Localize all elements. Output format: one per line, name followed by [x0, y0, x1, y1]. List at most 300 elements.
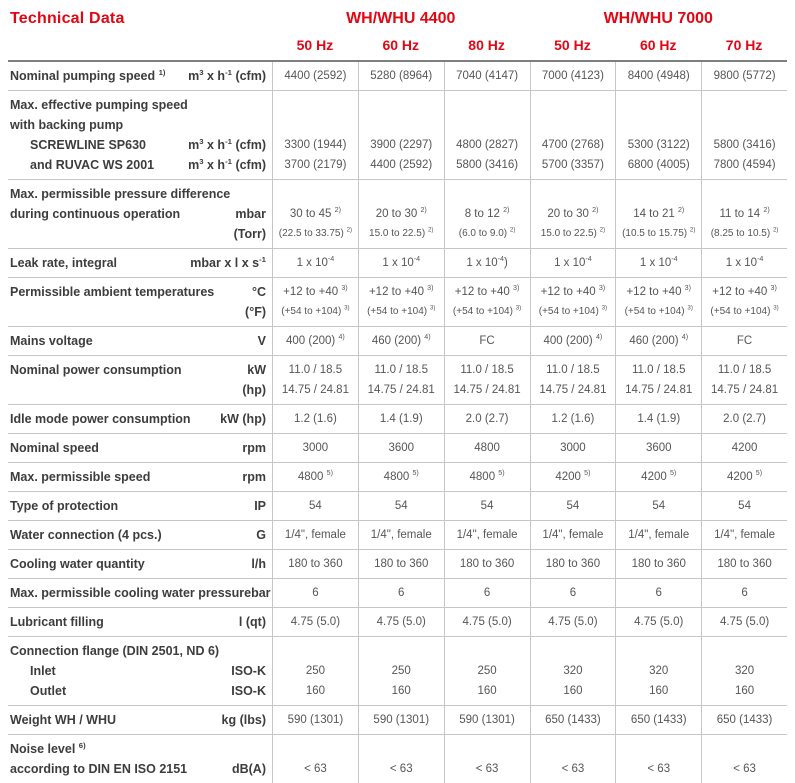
- value-line: 11.0 / 18.5: [374, 364, 428, 376]
- row-label: according to DIN EN ISO 2151: [10, 762, 188, 776]
- row-label: Max. permissible pressure difference: [10, 187, 231, 201]
- row-unit: l/h: [251, 557, 266, 571]
- value-line: 4.75 (5.0): [548, 616, 598, 628]
- value-line: 460 (200) $^{4)}$: [371, 333, 431, 347]
- value-line: 5300 (3122): [627, 139, 690, 151]
- table-row: [8, 433, 787, 462]
- value-line: 160: [305, 685, 325, 697]
- value-line: 15.0 to 22.5) $^{2)}$: [540, 226, 606, 239]
- value-line: 3000: [560, 442, 586, 454]
- row-label-cell: [8, 521, 272, 549]
- row-label-line: [8, 95, 272, 115]
- value-cell: [444, 356, 530, 404]
- value-line: 54: [652, 500, 666, 512]
- value-line: 4.75 (5.0): [376, 616, 426, 628]
- value-line: 460 (200) $^{4)}$: [629, 333, 689, 347]
- value-line: 3900 (2297): [370, 139, 433, 151]
- value-line: 6: [569, 587, 577, 599]
- value-cell: [701, 249, 787, 277]
- value-cell: [615, 492, 701, 520]
- value-line: 650 (1433): [545, 714, 601, 726]
- value-line: +12 to +40 $^{3)}$: [712, 284, 777, 298]
- value-line: 180 to 360: [288, 558, 343, 570]
- row-label-line: [8, 525, 272, 545]
- value-line: 54: [738, 500, 751, 512]
- value-line: 1/4", female: [542, 529, 604, 541]
- value-cell: [530, 521, 616, 549]
- value-line: 250: [391, 665, 411, 677]
- value-line: (10.5 to 15.75) $^{2)}$: [622, 226, 696, 239]
- value-line: 14.75 / 24.81: [367, 384, 435, 396]
- value-cell: [701, 706, 787, 734]
- value-cell: [444, 91, 530, 179]
- table-row: [8, 326, 787, 355]
- row-label-cell: [8, 706, 272, 734]
- frequency-header-row: [8, 37, 787, 62]
- value-cell: [272, 434, 358, 462]
- value-cell: [615, 180, 701, 248]
- value-cell: [444, 327, 530, 355]
- row-label-cell: [8, 637, 272, 705]
- row-unit: (Torr): [233, 227, 266, 241]
- value-cell: [358, 463, 444, 491]
- value-cell: [358, 579, 444, 607]
- row-label-cell: [8, 405, 272, 433]
- frequency-header-4400-50hz: 50 Hz: [296, 37, 334, 53]
- table-row: [8, 636, 787, 705]
- row-unit: kW (hp): [220, 412, 266, 426]
- value-line: 4400 (2592): [370, 159, 433, 171]
- value-cell: [444, 249, 530, 277]
- row-label: Cooling water quantity: [10, 557, 145, 571]
- value-line: +12 to +40 $^{3)}$: [540, 284, 606, 298]
- row-label-line: [8, 438, 272, 458]
- row-label: [8, 302, 13, 322]
- value-cell: [272, 735, 358, 783]
- row-label: Noise level $^{6)}$: [10, 740, 86, 756]
- value-line: 160: [391, 685, 411, 697]
- value-cell: [530, 492, 616, 520]
- value-cell: [272, 405, 358, 433]
- value-cell: [358, 327, 444, 355]
- value-line: 590 (1301): [287, 714, 344, 726]
- value-cell: [444, 492, 530, 520]
- row-unit: $m^3$ x $h^{-1}$ (cfm): [188, 67, 266, 83]
- value-line: +12 to +40 $^{3)}$: [454, 284, 520, 298]
- value-line: 1/4", female: [714, 529, 776, 541]
- column-group-wh-whu-7000: WH/WHU 7000: [603, 10, 713, 27]
- value-line: 6: [312, 587, 319, 599]
- frequency-header-7000-60hz: 60 Hz: [639, 37, 677, 53]
- row-unit: kg (lbs): [221, 713, 266, 727]
- row-unit: mbar: [235, 207, 266, 221]
- value-line: 11.0 / 18.5: [460, 364, 514, 376]
- value-cell: [615, 278, 701, 326]
- row-label-line: [8, 739, 272, 759]
- row-label-line: [8, 115, 272, 135]
- value-line: (22.5 to 33.75) $^{2)}$: [278, 226, 353, 239]
- row-unit: mbar x l x $s^{-1}$: [190, 254, 266, 270]
- row-label: Idle mode power consumption: [10, 412, 191, 426]
- row-label-line: [8, 331, 272, 351]
- value-line: < 63: [647, 763, 671, 775]
- value-cell: [358, 637, 444, 705]
- value-cell: [615, 434, 701, 462]
- row-label-cell: [8, 356, 272, 404]
- row-label-line: [8, 184, 272, 204]
- value-cell: [358, 550, 444, 578]
- value-cell: [444, 180, 530, 248]
- value-line: (+54 to +104) $^{3)}$: [367, 304, 436, 317]
- value-line: 14.75 / 24.81: [453, 384, 521, 396]
- value-cell: [615, 579, 701, 607]
- value-cell: [272, 579, 358, 607]
- value-line: < 63: [733, 763, 756, 775]
- value-cell: [272, 249, 358, 277]
- row-label: Weight WH / WHU: [10, 713, 116, 727]
- value-line: 320: [734, 665, 755, 677]
- value-line: 180 to 360: [374, 558, 429, 570]
- column-group-wh-whu-4400: WH/WHU 4400: [346, 10, 456, 27]
- value-line: 1.4 (1.9): [379, 413, 423, 425]
- value-cell: [615, 521, 701, 549]
- value-line: (8.25 to 10.5) $^{2)}$: [710, 226, 779, 239]
- value-cell: [701, 550, 787, 578]
- frequency-header-4400-60hz: 60 Hz: [382, 37, 420, 53]
- row-label-cell: [8, 180, 272, 248]
- row-label-line: [8, 496, 272, 516]
- value-cell: [272, 62, 358, 90]
- value-line: 650 (1433): [630, 714, 687, 726]
- row-unit: V: [257, 334, 266, 348]
- value-line: < 63: [475, 763, 499, 775]
- value-line: 8400 (4948): [627, 70, 690, 82]
- value-line: 400 (200) $^{4)}$: [286, 333, 345, 347]
- table-row: [8, 179, 787, 248]
- row-unit: $m^3$ x $h^{-1}$ (cfm): [188, 136, 266, 152]
- table-row: [8, 462, 787, 491]
- value-line: 11.0 / 18.5: [717, 364, 772, 376]
- value-cell: [272, 356, 358, 404]
- value-cell: [358, 91, 444, 179]
- frequency-header-7000-50hz: 50 Hz: [554, 37, 591, 53]
- value-line: 9800 (5772): [713, 70, 776, 82]
- row-label-cell: [8, 327, 272, 355]
- value-line: 4800 (2827): [456, 139, 519, 151]
- value-cell: [530, 356, 616, 404]
- row-label: Nominal power consumption: [10, 363, 182, 377]
- value-line: 250: [305, 665, 325, 677]
- value-cell: [701, 434, 787, 462]
- value-line: 11 to 14 $^{2)}$: [719, 206, 770, 220]
- value-line: 6: [483, 587, 491, 599]
- value-line: 2.0 (2.7): [723, 413, 766, 425]
- value-cell: [530, 579, 616, 607]
- row-label-line: [8, 135, 272, 155]
- row-label-cell: [8, 579, 272, 607]
- row-unit: rpm: [242, 441, 266, 455]
- row-unit: (hp): [242, 383, 266, 397]
- value-line: 160: [734, 685, 755, 697]
- value-line: 1 x $10^{-4}$: [382, 255, 421, 269]
- row-label-line: [8, 759, 272, 779]
- value-cell: [444, 405, 530, 433]
- value-cell: [444, 463, 530, 491]
- row-label-cell: [8, 550, 272, 578]
- value-cell: [615, 608, 701, 636]
- value-line: 11.0 / 18.5: [546, 364, 600, 376]
- value-cell: [444, 434, 530, 462]
- value-cell: [272, 608, 358, 636]
- value-cell: [358, 278, 444, 326]
- value-line: 5700 (3357): [541, 159, 604, 171]
- value-line: 3600: [645, 442, 672, 454]
- value-line: 1/4", female: [284, 529, 346, 541]
- value-cell: [701, 579, 787, 607]
- value-cell: [615, 62, 701, 90]
- row-label-cell: [8, 735, 272, 783]
- value-cell: [358, 434, 444, 462]
- value-line: 590 (1301): [373, 714, 430, 726]
- value-cell: [701, 637, 787, 705]
- value-cell: [530, 463, 616, 491]
- value-cell: [358, 356, 444, 404]
- value-cell: [530, 91, 616, 179]
- row-label-line: [8, 66, 272, 86]
- value-cell: [444, 278, 530, 326]
- value-cell: [444, 706, 530, 734]
- value-line: 3700 (2179): [284, 159, 347, 171]
- value-cell: [444, 521, 530, 549]
- value-line: 11.0 / 18.5: [288, 364, 343, 376]
- row-label: SCREWLINE SP630: [30, 138, 147, 152]
- value-line: 4800 $^{5)}$: [383, 469, 419, 483]
- value-line: 250: [477, 665, 497, 677]
- row-label-line: [8, 554, 272, 574]
- row-label: and RUVAC WS 2001: [30, 158, 155, 172]
- value-cell: [358, 608, 444, 636]
- value-cell: [272, 521, 358, 549]
- value-line: 20 to 30 $^{2)}$: [375, 206, 427, 220]
- value-line: (+54 to +104) $^{3)}$: [710, 304, 779, 317]
- row-label: Leak rate, integral: [10, 256, 117, 270]
- value-line: 4200 $^{5)}$: [727, 469, 763, 483]
- value-line: 6: [741, 587, 748, 599]
- table-row: [8, 62, 787, 90]
- value-line: 4800 $^{5)}$: [469, 469, 505, 483]
- row-unit: $m^3$ x $h^{-1}$ (cfm): [188, 156, 266, 172]
- value-cell: [615, 249, 701, 277]
- value-cell: [272, 492, 358, 520]
- value-line: 4.75 (5.0): [290, 616, 341, 628]
- value-line: 400 (200) $^{4)}$: [543, 333, 603, 347]
- value-line: 180 to 360: [631, 558, 686, 570]
- value-line: 320: [563, 665, 583, 677]
- row-label-line: [8, 282, 272, 302]
- value-line: 4200 $^{5)}$: [641, 469, 677, 483]
- value-cell: [530, 608, 616, 636]
- row-label-line: [8, 155, 272, 175]
- table-row: [8, 90, 787, 179]
- value-line: 180 to 360: [545, 558, 601, 570]
- row-unit: bar: [251, 586, 271, 600]
- row-unit: °C: [251, 285, 266, 299]
- value-line: 1 x $10^{-4}$: [725, 255, 764, 269]
- value-line: 1/4", female: [628, 529, 690, 541]
- value-cell: [615, 91, 701, 179]
- value-line: 7800 (4594): [713, 159, 776, 171]
- value-cell: [615, 327, 701, 355]
- value-line: 4200 $^{5)}$: [555, 469, 591, 483]
- value-cell: [530, 327, 616, 355]
- frequency-header-4400-80hz: 80 Hz: [468, 37, 505, 53]
- row-label: Water connection (4 pcs.): [10, 528, 162, 542]
- row-label: [8, 380, 13, 400]
- value-line: (+54 to +104) $^{3)}$: [281, 304, 350, 317]
- value-line: 4800 $^{5)}$: [297, 469, 333, 483]
- row-label-line: [8, 360, 272, 380]
- value-cell: [530, 405, 616, 433]
- row-unit: kW: [247, 363, 266, 377]
- value-line: 4200: [731, 442, 758, 454]
- value-line: 7040 (4147): [456, 70, 519, 82]
- value-line: 6800 (4005): [627, 159, 690, 171]
- value-line: 2.0 (2.7): [465, 413, 509, 425]
- row-label-line: [8, 467, 272, 487]
- value-cell: [272, 706, 358, 734]
- table-row: [8, 607, 787, 636]
- value-line: 4800: [474, 442, 500, 454]
- row-label-line: [8, 641, 272, 661]
- value-cell: [530, 735, 616, 783]
- value-cell: [272, 550, 358, 578]
- value-cell: [358, 405, 444, 433]
- value-line: 1.2 (1.6): [294, 413, 337, 425]
- value-line: +12 to +40 $^{3)}$: [283, 284, 348, 298]
- table-row: [8, 491, 787, 520]
- row-label-line: [8, 253, 272, 273]
- value-line: 14.75 / 24.81: [281, 384, 349, 396]
- value-line: 20 to 30 $^{2)}$: [547, 206, 599, 220]
- value-line: 1.4 (1.9): [637, 413, 681, 425]
- value-cell: [272, 463, 358, 491]
- row-unit: (°F): [245, 305, 266, 319]
- value-line: (6.0 to 9.0) $^{2)}$: [458, 226, 516, 239]
- value-line: 4400 (2592): [284, 70, 347, 82]
- row-label-line: [8, 681, 272, 701]
- value-cell: [615, 735, 701, 783]
- row-label-line: [8, 302, 272, 322]
- table-row: [8, 705, 787, 734]
- row-label: Lubricant filling: [10, 615, 104, 629]
- value-cell: [358, 180, 444, 248]
- value-line: 180 to 360: [459, 558, 515, 570]
- value-line: 4.75 (5.0): [719, 616, 770, 628]
- value-line: 1/4", female: [456, 529, 518, 541]
- value-line: 3300 (1944): [284, 139, 347, 151]
- table-row: [8, 520, 787, 549]
- value-cell: [530, 637, 616, 705]
- value-cell: [701, 356, 787, 404]
- row-label-cell: [8, 249, 272, 277]
- row-label-cell: [8, 608, 272, 636]
- value-line: 4.75 (5.0): [634, 616, 684, 628]
- value-cell: [358, 706, 444, 734]
- row-label-line: [8, 583, 272, 603]
- value-cell: [701, 405, 787, 433]
- table-header: [8, 10, 787, 28]
- value-cell: [530, 550, 616, 578]
- value-cell: [530, 706, 616, 734]
- row-label: Max. effective pumping speed: [10, 98, 188, 112]
- table-row: [8, 355, 787, 404]
- row-label: [8, 224, 13, 244]
- value-line: 54: [480, 500, 494, 512]
- value-line: 320: [649, 665, 669, 677]
- row-label-cell: [8, 278, 272, 326]
- row-label-cell: [8, 91, 272, 179]
- row-label: Permissible ambient temperatures: [10, 285, 215, 299]
- table-row: [8, 578, 787, 607]
- value-line: 6: [398, 587, 405, 599]
- row-label-line: [8, 380, 272, 400]
- value-line: 180 to 360: [717, 558, 772, 570]
- technical-data-table: [8, 62, 787, 783]
- row-label: Outlet: [30, 684, 67, 698]
- row-label-cell: [8, 492, 272, 520]
- row-unit: ISO-K: [231, 664, 266, 678]
- value-line: 1.2 (1.6): [551, 413, 595, 425]
- row-label-line: [8, 204, 272, 224]
- table-row: [8, 277, 787, 326]
- row-label-cell: [8, 62, 272, 90]
- row-label-line: [8, 612, 272, 632]
- frequency-header-7000-70hz: 70 Hz: [725, 37, 763, 53]
- row-label-cell: [8, 463, 272, 491]
- value-cell: [615, 550, 701, 578]
- value-cell: [358, 735, 444, 783]
- value-line: 1 x $10^{-4}$: [554, 255, 592, 269]
- row-unit: l (qt): [238, 615, 266, 629]
- row-label: Nominal pumping speed $^{1)}$: [10, 67, 166, 83]
- value-cell: [272, 278, 358, 326]
- value-line: 160: [477, 685, 497, 697]
- row-label-line: [8, 224, 272, 244]
- value-cell: [701, 492, 787, 520]
- row-unit: ISO-K: [231, 684, 266, 698]
- page-title: Technical Data: [10, 10, 125, 27]
- table-row: [8, 734, 787, 783]
- value-cell: [358, 521, 444, 549]
- value-cell: [701, 327, 787, 355]
- value-line: 1 x $10^{-4}$: [639, 255, 678, 269]
- value-cell: [701, 735, 787, 783]
- row-label-line: [8, 710, 272, 730]
- value-cell: [701, 180, 787, 248]
- value-line: 1 x $10^{-4}$): [466, 255, 508, 269]
- row-label: Max. permissible speed: [10, 470, 151, 484]
- value-cell: [701, 278, 787, 326]
- value-cell: [358, 249, 444, 277]
- value-cell: [615, 637, 701, 705]
- row-unit: IP: [254, 499, 266, 513]
- row-label: Max. permissible cooling water pressure: [10, 586, 252, 600]
- value-cell: [530, 180, 616, 248]
- value-cell: [358, 492, 444, 520]
- value-line: 160: [649, 685, 669, 697]
- row-label-line: [8, 661, 272, 681]
- value-cell: [444, 735, 530, 783]
